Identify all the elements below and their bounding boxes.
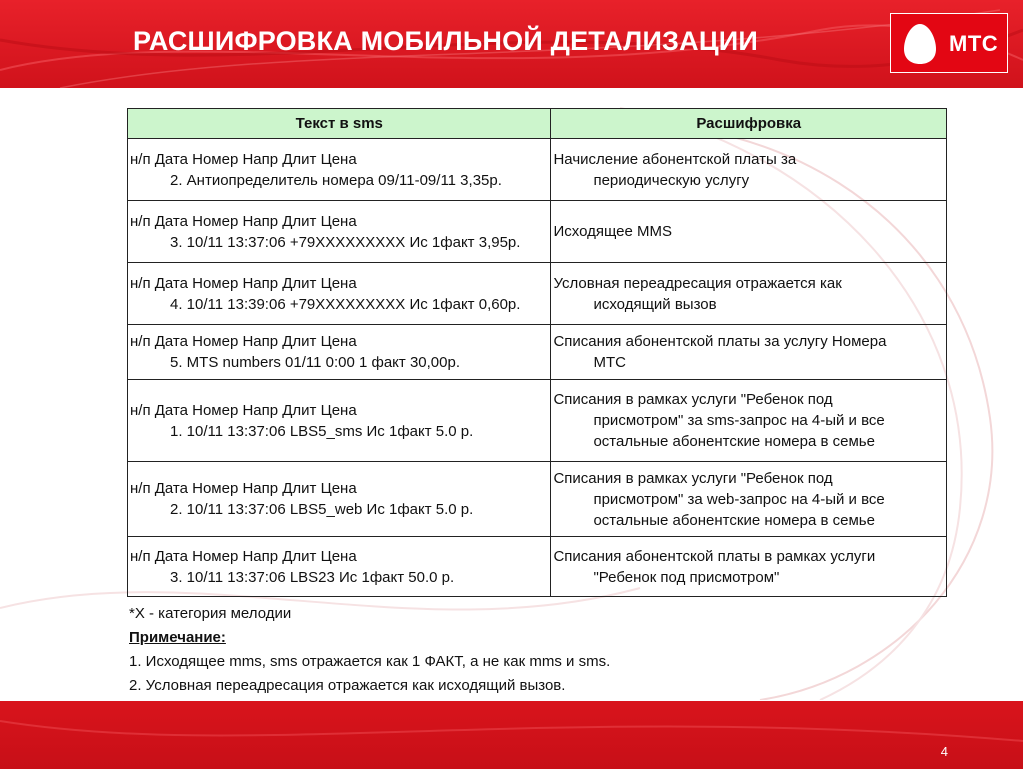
sms-header-line: н/п Дата Номер Напр Длит Цена <box>130 480 357 497</box>
decoding-cell <box>551 325 947 380</box>
note-item: 1. Исходящее mms, sms отражается как 1 ФАКТ, а не как mms и sms. <box>129 653 611 670</box>
decoding-continuation: МТС <box>593 354 626 371</box>
decoding-cell <box>551 380 947 462</box>
decoding-cell <box>551 537 947 597</box>
decoding-line: Списания в рамках услуги "Ребенок под <box>553 469 833 487</box>
sms-cell <box>128 537 551 597</box>
decoding-cell <box>551 462 947 537</box>
sms-header-line: н/п Дата Номер Напр Длит Цена <box>130 333 357 350</box>
decoding-cell <box>551 263 947 325</box>
slide-header <box>0 0 1023 88</box>
decoding-line: Условная переадресация отражается как <box>553 274 842 292</box>
sms-detail-line: 1. 10/11 13:37:06 LBS5_sms Ис 1факт 5.0 р. <box>170 422 474 440</box>
sms-cell <box>128 380 551 462</box>
decoding-continuation: "Ребенок под присмотром" <box>593 568 780 586</box>
notes-heading: Примечание: <box>129 629 226 646</box>
page-number: 4 <box>940 744 948 759</box>
mts-logo <box>890 13 1008 73</box>
sms-cell <box>128 462 551 537</box>
decoding-continuation: исходящий вызов <box>593 295 717 313</box>
note-item: 2. Условная переадресация отражается как исходящий вызов. <box>129 677 566 694</box>
table-row <box>128 380 947 462</box>
table-row <box>128 263 947 325</box>
sms-cell <box>128 139 551 201</box>
sms-header-line: н/п Дата Номер Напр Длит Цена <box>130 547 357 565</box>
footer-swirl-decoration <box>0 701 1023 769</box>
column-header-decoding: Расшифровка <box>551 109 947 139</box>
sms-detail-line: 2. 10/11 13:37:06 LBS5_web Ис 1факт 5.0 р. <box>170 501 474 518</box>
table-row <box>128 139 947 201</box>
table-row <box>128 462 947 537</box>
sms-detail-line: 3. 10/11 13:37:06 LBS23 Ис 1факт 50.0 р. <box>170 568 455 586</box>
footnote: *X - категория мелодии <box>129 605 292 622</box>
sms-detail-line: 3. 10/11 13:37:06 +79XXXXXXXXX Ис 1факт 3,95р. <box>170 233 521 251</box>
table-header-row <box>128 109 947 139</box>
notes-block <box>129 602 610 698</box>
detail-table <box>127 108 947 597</box>
decoding-line: Списания абонентской платы в рамках услуги <box>553 547 876 565</box>
table-row <box>128 325 947 380</box>
table-row <box>128 537 947 597</box>
decoding-cell <box>551 201 947 263</box>
sms-header-line: н/п Дата Номер Напр Длит Цена <box>130 401 357 419</box>
slide-title: РАСШИФРОВКА МОБИЛЬНОЙ ДЕТАЛИЗАЦИИ <box>133 26 759 56</box>
decoding-continuation: присмотром" за sms-запрос на 4-ый и все остальные абонентские номера в семье <box>593 412 885 450</box>
sms-header-line: н/п Дата Номер Напр Длит Цена <box>130 274 357 292</box>
logo-text: МТС <box>949 31 999 56</box>
sms-detail-line: 4. 10/11 13:39:06 +79XXXXXXXXX Ис 1факт 0,60р. <box>170 295 521 313</box>
decoding-cell <box>551 139 947 201</box>
column-header-sms: Текст в sms <box>128 109 551 139</box>
decoding-line: Исходящее MMS <box>553 223 672 240</box>
sms-cell <box>128 263 551 325</box>
decoding-line: Начисление абонентской платы за <box>553 150 797 168</box>
sms-header-line: н/п Дата Номер Напр Длит Цена <box>130 150 357 168</box>
table-row <box>128 201 947 263</box>
slide-footer <box>0 701 1023 769</box>
mts-egg-icon <box>901 22 939 66</box>
sms-detail-line: 2. Антиопределитель номера 09/11-09/11 3,35р. <box>170 171 502 189</box>
decoding-line: Списания абонентской платы за услугу Номера <box>553 333 887 350</box>
decoding-continuation: присмотром" за web-запрос на 4-ый и все остальные абонентские номера в семье <box>593 490 885 529</box>
decoding-continuation: периодическую услугу <box>593 171 750 189</box>
sms-cell <box>128 201 551 263</box>
sms-header-line: н/п Дата Номер Напр Длит Цена <box>130 212 357 230</box>
decoding-line: Списания в рамках услуги "Ребенок под <box>553 391 833 408</box>
sms-cell <box>128 325 551 380</box>
sms-detail-line: 5. MTS numbers 01/11 0:00 1 факт 30,00р. <box>170 354 460 371</box>
